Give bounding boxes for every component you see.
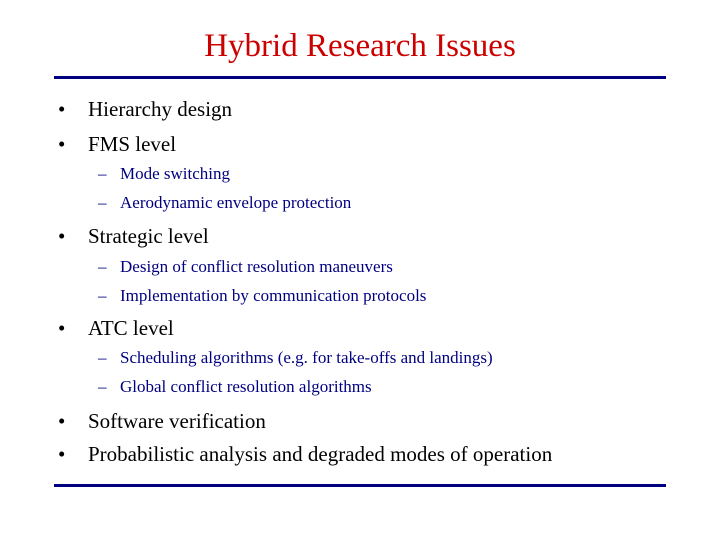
sub-bullet-marker: –	[98, 348, 107, 367]
sub-bullet-item	[98, 347, 493, 369]
sub-bullet-text: Scheduling algorithms (e.g. for take-offs and landings)	[120, 348, 493, 367]
sub-bullet-text: Mode switching	[120, 164, 231, 183]
sub-bullet-item	[98, 192, 351, 214]
bullet-marker: •	[58, 224, 66, 248]
bullet-text: Strategic level	[88, 224, 209, 248]
bullet-marker: •	[58, 316, 66, 340]
sub-bullet-marker: –	[98, 257, 107, 276]
bullet-item	[58, 441, 552, 467]
sub-bullet-item	[98, 163, 230, 185]
sub-bullet-item	[98, 376, 372, 398]
bullet-item	[58, 408, 266, 434]
bullet-marker: •	[58, 409, 66, 433]
sub-bullet-item	[98, 256, 393, 278]
bullet-item	[58, 131, 176, 157]
sub-bullet-marker: –	[98, 193, 107, 212]
bullet-item	[58, 223, 209, 249]
bullet-text: Probabilistic analysis and degraded modes of operation	[88, 442, 553, 466]
bullet-item	[58, 96, 232, 122]
sub-bullet-marker: –	[98, 164, 107, 183]
sub-bullet-text: Design of conflict resolution maneuvers	[120, 257, 393, 276]
sub-bullet-text: Aerodynamic envelope protection	[120, 193, 352, 212]
bullet-text: FMS level	[88, 132, 177, 156]
sub-bullet-text: Implementation by communication protocols	[120, 286, 427, 305]
bullet-marker: •	[58, 132, 66, 156]
bullet-marker: •	[58, 97, 66, 121]
slide-title: Hybrid Research Issues	[204, 28, 516, 64]
bullet-marker: •	[58, 442, 66, 466]
bottom-divider	[54, 484, 666, 487]
top-divider	[54, 76, 666, 79]
sub-bullet-marker: –	[98, 286, 107, 305]
sub-bullet-item	[98, 285, 426, 307]
sub-bullet-text: Global conflict resolution algorithms	[120, 377, 372, 396]
bullet-item	[58, 315, 174, 341]
bullet-text: Software verification	[88, 409, 266, 433]
sub-bullet-marker: –	[98, 377, 107, 396]
bullet-text: Hierarchy design	[88, 97, 233, 121]
bullet-text: ATC level	[88, 316, 174, 340]
